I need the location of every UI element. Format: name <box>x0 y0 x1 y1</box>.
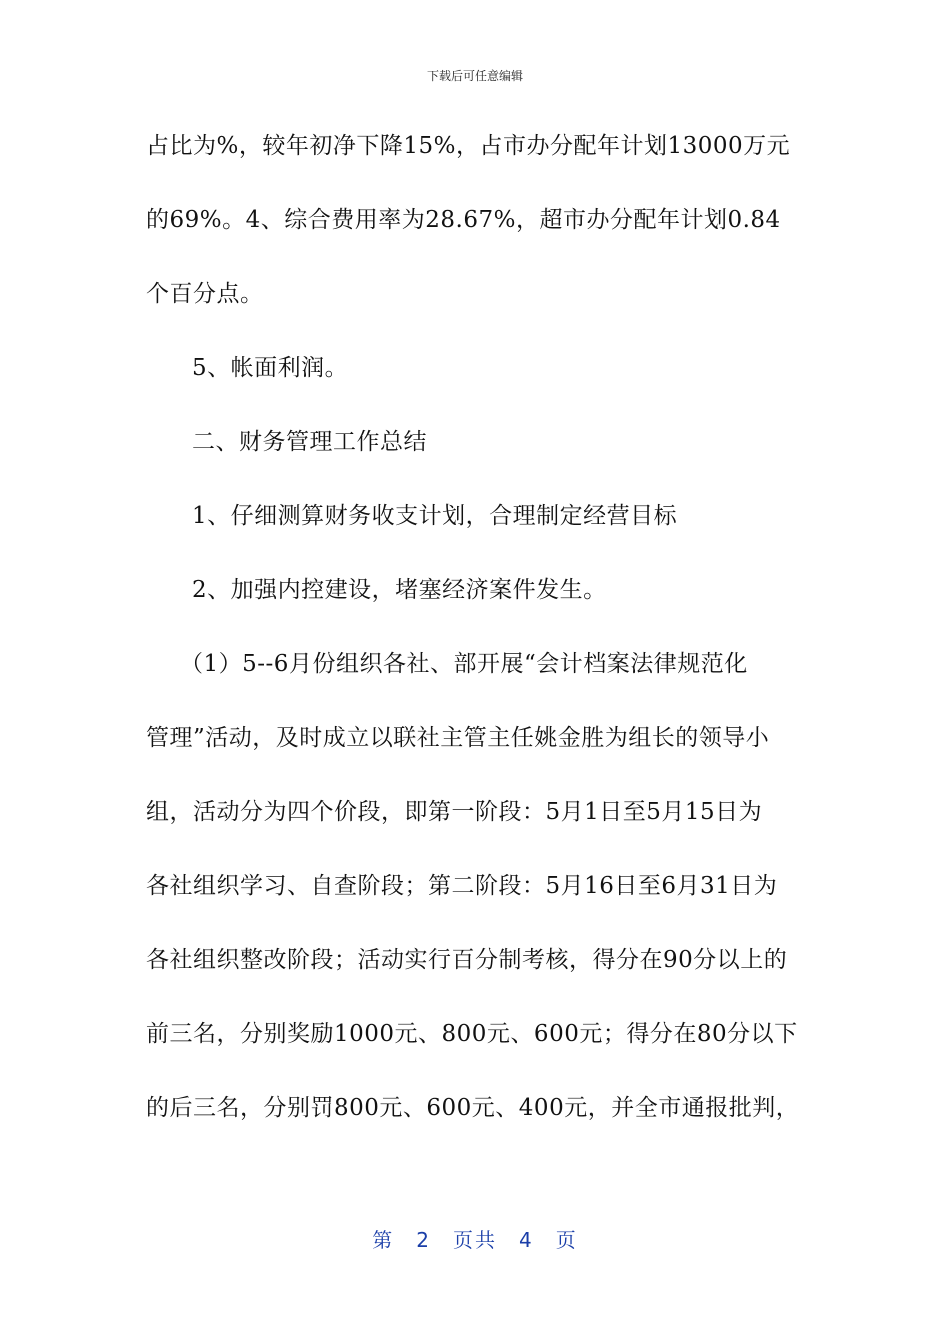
footer-prefix: 第 <box>372 1228 395 1252</box>
text-line: 个百分点。 <box>146 281 264 307</box>
text-line: 组，活动分为四个价段，即第一阶段：5月1日至5月15日为 <box>146 799 763 825</box>
text-line: （1）5--6月份组织各社、部开展“会计档案法律规范化 <box>180 651 748 677</box>
page-footer <box>0 1224 950 1253</box>
text-line: 2、加强内控建设，堵塞经济案件发生。 <box>192 577 607 603</box>
text-line: 各社组织整改阶段；活动实行百分制考核，得分在90分以上的 <box>146 947 788 973</box>
header-note: 下载后可任意编辑 <box>426 69 523 83</box>
text-line: 前三名，分别奖励1000元、800元、600元；得分在80分以下 <box>146 1021 798 1047</box>
text-line: 的69%。4、综合费用率为28.67%，超市办分配年计划0.84 <box>146 207 781 233</box>
text-line: 1、仔细测算财务收支计划，合理制定经营目标 <box>192 503 678 529</box>
footer-page-number: 2 <box>416 1228 431 1252</box>
section-heading: 二、财务管理工作总结 <box>192 429 427 455</box>
text-line: 的后三名，分别罚800元、600元、400元，并全市通报批判， <box>146 1095 800 1121</box>
text-line: 占比为%，较年初净下降15%，占市办分配年计划13000万元 <box>146 133 791 159</box>
footer-middle: 页共 <box>453 1228 497 1252</box>
text-line: 5、帐面利润。 <box>192 355 349 381</box>
footer-suffix: 页 <box>555 1228 578 1252</box>
footer-total-pages: 4 <box>519 1228 534 1252</box>
text-line: 各社组织学习、自查阶段；第二阶段：5月16日至6月31日为 <box>146 873 778 899</box>
document-body <box>146 124 806 1160</box>
text-line: 管理”活动，及时成立以联社主管主任姚金胜为组长的领导小 <box>146 725 770 751</box>
